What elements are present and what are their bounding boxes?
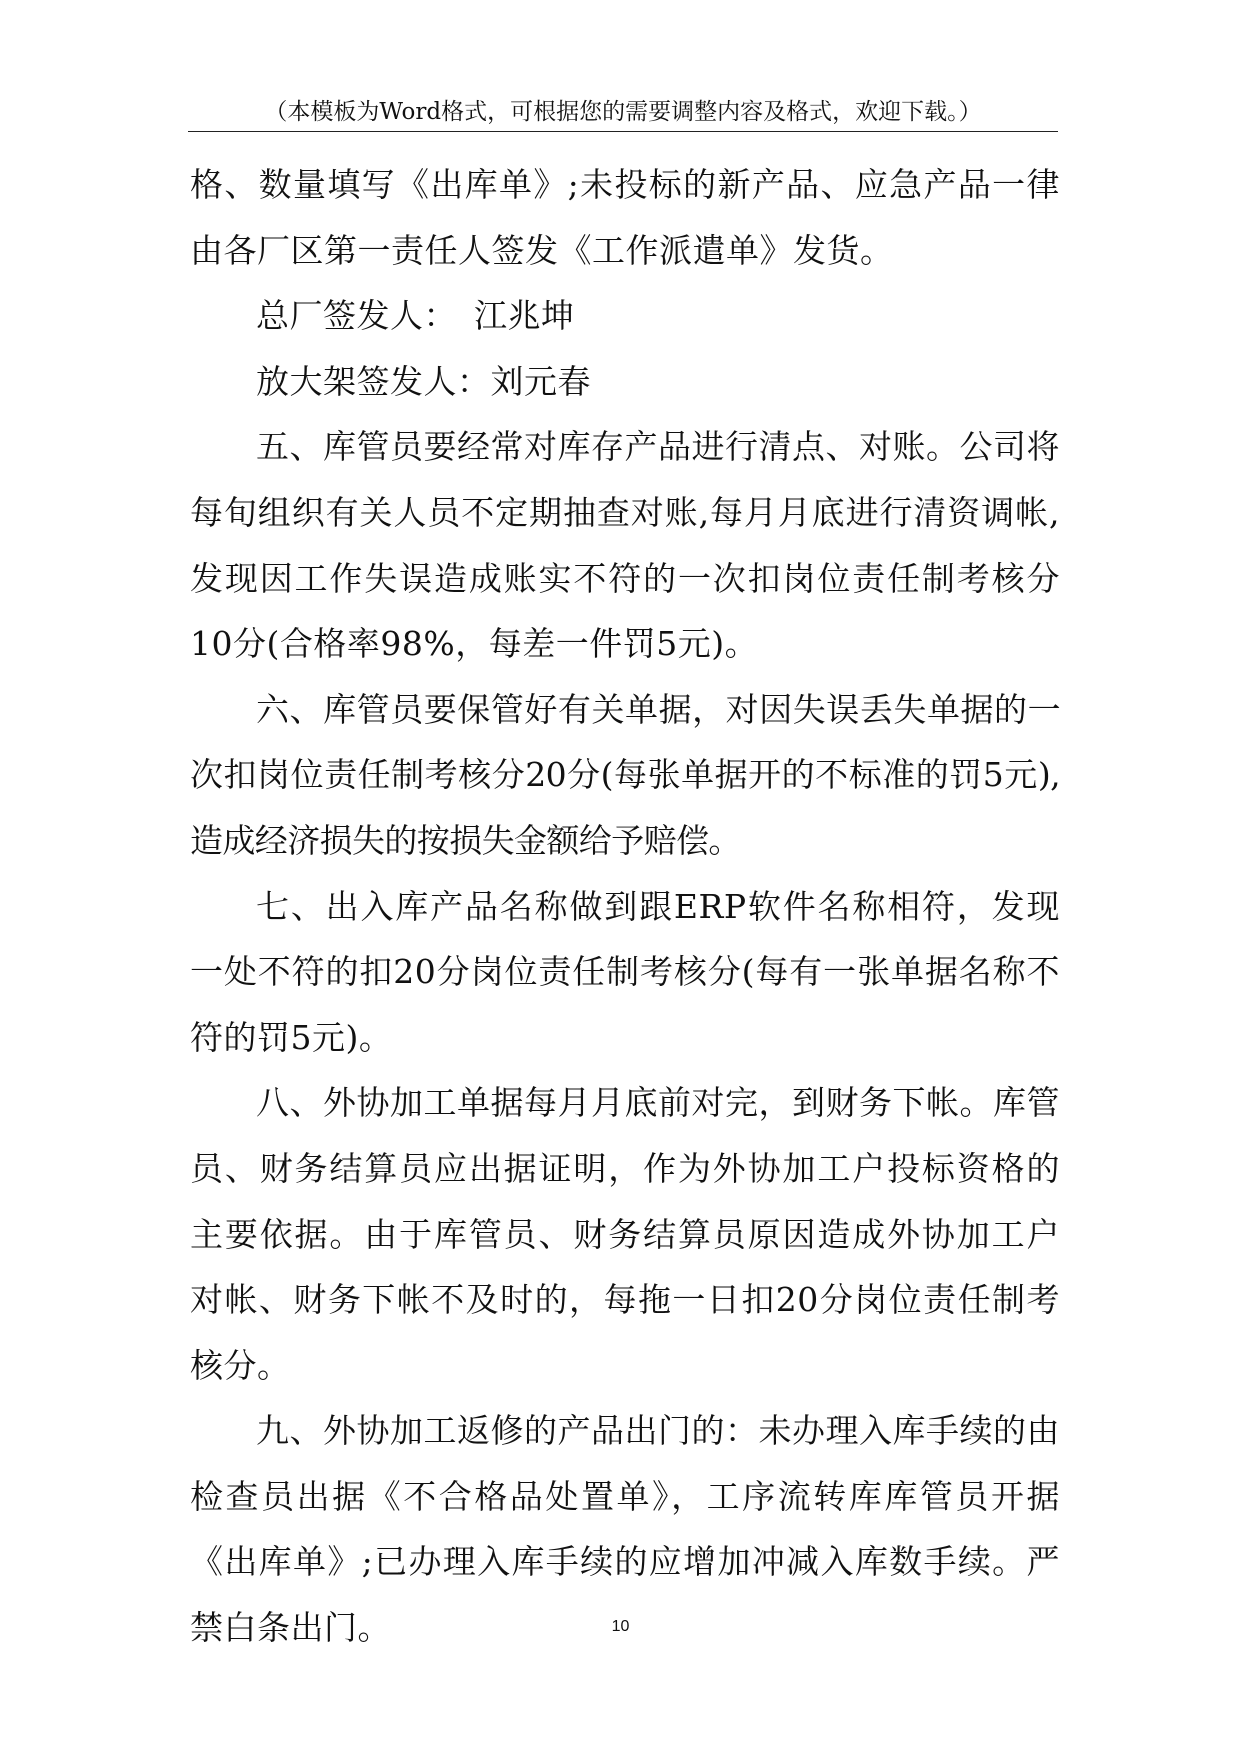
paragraph-clause-5: 五、库管员要经常对库存产品进行清点、对账。公司将每旬组织有关人员不定期抽查对账,每月月底进行清资调帐,发现因工作失误造成账实不符的一次扣岗位责任制考核分10分(合格率98%，每差一件罚5元)。 <box>190 427 1060 664</box>
paragraph-clause-9: 九、外协加工返修的产品出门的：未办理入库手续的由检查员出据《不合格品处置单》，工序流转库库管员开据《出库单》;已办理入库手续的应增加冲减入库数手续。严禁白条出门。 <box>190 1411 1060 1648</box>
paragraph-clause-7: 七、出入库产品名称做到跟ERP软件名称相符，发现一处不符的扣20分岗位责任制考核分(每有一张单据名称不符的罚5元)。 <box>190 886 1060 1057</box>
document-header: （本模板为Word格式，可根据您的需要调整内容及格式，欢迎下载。） <box>264 99 982 125</box>
paragraph-continuation: 格、数量填写《出库单》;未投标的新产品、应急产品一律由各厂区第一责任人签发《工作派遣单》发货。 <box>190 165 1060 270</box>
paragraph-signer-amplifier-rack: 放大架签发人：刘元春 <box>256 361 591 401</box>
page-number: 10 <box>611 1618 630 1635</box>
document-body <box>190 152 1060 1661</box>
paragraph-clause-8: 八、外协加工单据每月月底前对完，到财务下帐。库管员、财务结算员应出据证明，作为外协加工户投标资格的主要依据。由于库管员、财务结算员原因造成外协加工户对帐、财务下帐不及时的，每拖一日扣20分岗位责任制考核分。 <box>190 1083 1060 1385</box>
paragraph-clause-6: 六、库管员要保管好有关单据，对因失误丢失单据的一次扣岗位责任制考核分20分(每张单据开的不标准的罚5元),造成经济损失的按损失金额给予赔偿。 <box>190 689 1060 860</box>
paragraph-signer-main-factory: 总厂签发人： 江兆坤 <box>256 296 575 336</box>
header-divider <box>188 131 1058 132</box>
